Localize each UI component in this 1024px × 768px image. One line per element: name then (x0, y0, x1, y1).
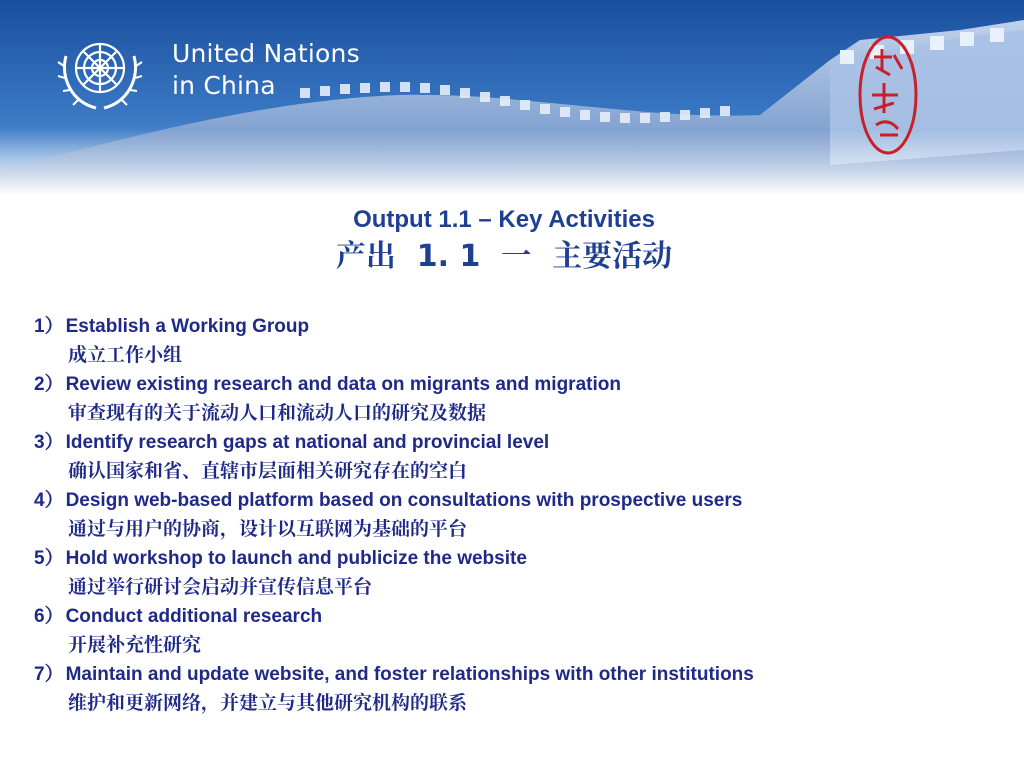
org-name-line-2: in China (172, 71, 276, 100)
activity-english (34, 660, 994, 689)
activity-number: 5） (34, 548, 64, 569)
activity-english-text: Review existing research and data on migrants and migration (65, 374, 621, 395)
great-wall-banner-image (0, 0, 1024, 195)
activity-item (34, 486, 994, 544)
activity-english-text: Identify research gaps at national and provincial level (65, 432, 550, 453)
activity-item (34, 544, 994, 602)
activity-number: 7） (34, 664, 64, 685)
activity-english (34, 312, 994, 341)
activity-number: 3） (34, 432, 64, 453)
activity-number: 1） (34, 316, 64, 337)
activity-english-text: Establish a Working Group (65, 316, 310, 337)
activity-chinese: 审查现有的关于流动人口和流动人口的研究及数据 (68, 402, 487, 424)
activity-chinese: 成立工作小组 (68, 344, 183, 366)
activity-number: 4） (34, 490, 64, 511)
activity-chinese: 确认国家和省、直辖市层面相关研究存在的空白 (68, 460, 468, 482)
title-english: Output 1.1 – Key Activities (353, 206, 655, 233)
activity-number: 6） (34, 606, 64, 627)
slide-title (0, 205, 1008, 279)
activity-chinese: 通过与用户的协商，设计以互联网为基础的平台 (68, 518, 468, 540)
activity-english (34, 486, 994, 515)
activity-chinese: 开展补充性研究 (68, 634, 202, 656)
activity-chinese: 维护和更新网络，并建立与其他研究机构的联系 (68, 692, 468, 714)
activity-number: 2） (34, 374, 64, 395)
activity-english (34, 544, 994, 573)
activity-english-text: Maintain and update website, and foster relationships with other institutions (65, 664, 754, 685)
activity-english (34, 428, 994, 457)
activity-item (34, 428, 994, 486)
activity-english-text: Design web-based platform based on consultations with prospective users (65, 490, 743, 511)
activity-item (34, 660, 994, 718)
org-name-line-1: United Nations (172, 39, 360, 68)
activity-item (34, 602, 994, 660)
activity-english-text: Hold workshop to launch and publicize the website (65, 548, 527, 569)
title-chinese: 产出 1. 1 一 主要活动 (335, 239, 673, 274)
activity-item (34, 312, 994, 370)
header-banner (0, 0, 1024, 195)
activity-english (34, 370, 994, 399)
activity-english (34, 602, 994, 631)
activity-list (34, 312, 994, 718)
activity-english-text: Conduct additional research (65, 606, 323, 627)
activity-item (34, 370, 994, 428)
org-name (172, 38, 360, 102)
activity-chinese: 通过举行研讨会启动并宣传信息平台 (68, 576, 373, 598)
